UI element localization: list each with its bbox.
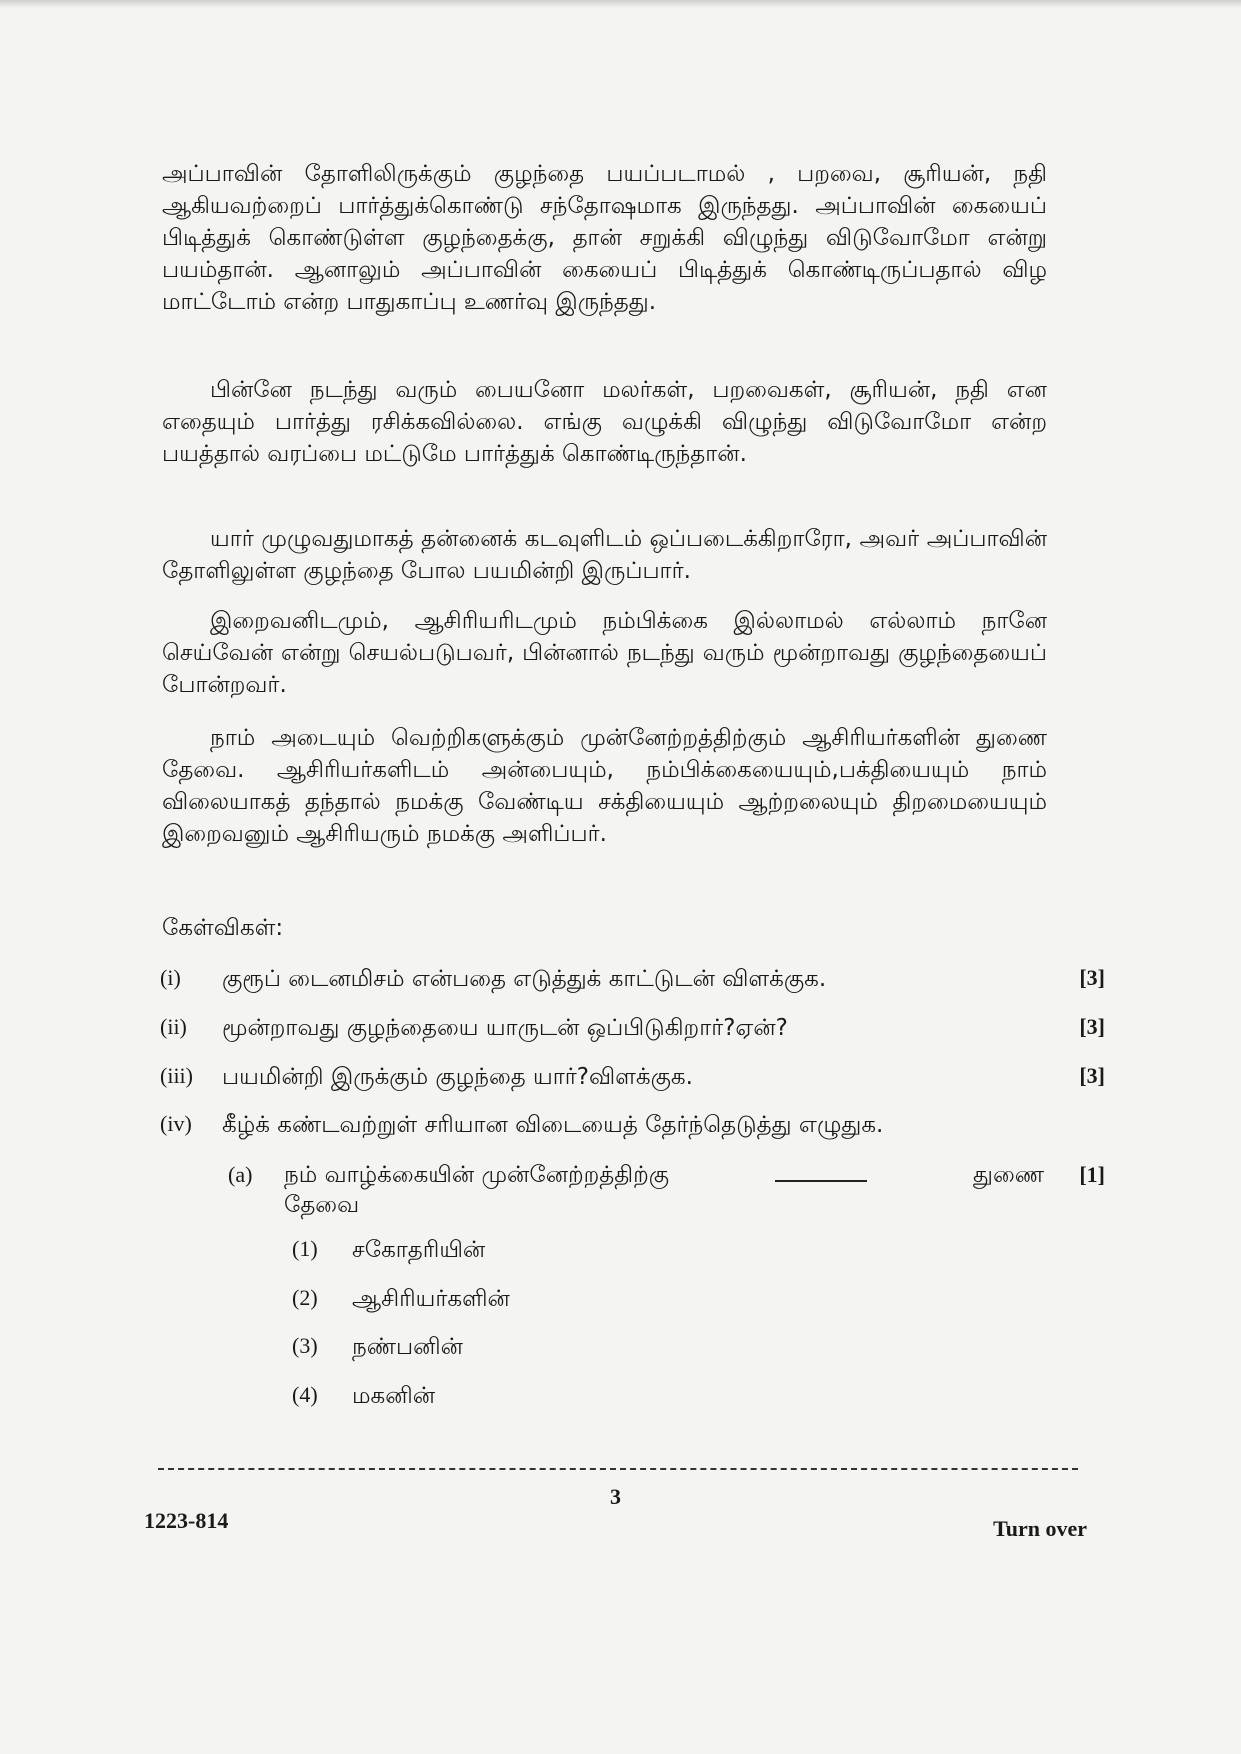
- question-marks: [3]: [1079, 1014, 1105, 1039]
- option-text: சகோதரியின்: [352, 1237, 486, 1263]
- questions-heading: கேள்விகள்:: [162, 915, 284, 941]
- passage-paragraph-3: யார் முழுவதுமாகத் தன்னைக் கடவுளிடம் ஒப்படைக்கிறாரோ, அவர் அப்பாவின் தோளிலுள்ள குழந்தை போல பயமின்றி இருப்பார்.: [162, 526, 1047, 584]
- question-row: [160, 963, 1105, 997]
- question-row: [160, 1109, 1105, 1143]
- option-number: (1): [292, 1236, 318, 1261]
- option-text: மகனின்: [352, 1383, 436, 1409]
- sub-question-text-after: துணை: [973, 1162, 1044, 1188]
- scan-edge: [0, 0, 1241, 8]
- question-row: [160, 1012, 1105, 1046]
- page-number: 3: [610, 1484, 621, 1509]
- option-text: நண்பனின்: [352, 1334, 463, 1360]
- passage-paragraph-5: நாம் அடையும் வெற்றிகளுக்கும் முன்னேற்றத்திற்கும் ஆசிரியர்களின் துணை தேவை. ஆசிரியர்களிடம் அன்பையும், நம்பிக்கையையும்,பக்தியையும் நாம் விலையாகத் தந்தால் நமக்கு வேண்டிய சக்தியையும் ஆற்றலையும் திறமையையும் இறைவனும் ஆசிரியரும் நமக்கு அளிப்பர்.: [162, 725, 1047, 847]
- sub-question-text: [284, 1160, 1044, 1220]
- question-marks: [3]: [1079, 1063, 1105, 1088]
- sub-question-letter: (a): [228, 1162, 253, 1187]
- question-text: மூன்றாவது குழந்தையை யாருடன் ஒப்பிடுகிறார்?ஏன்?: [222, 1015, 788, 1041]
- passage-paragraph-2: பின்னே நடந்து வரும் பையனோ மலர்கள், பறவைகள், சூரியன், நதி என எதையும் பார்த்து ரசிக்கவில்லை. எங்கு வழுக்கி விழுந்து விடுவோமோ என்ற பயத்தால் வரப்பை மட்டுமே பார்த்துக் கொண்டிருந்தான்.: [162, 377, 1047, 467]
- passage-paragraph-4: இறைவனிடமும், ஆசிரியரிடமும் நம்பிக்கை இல்லாமல் எல்லாம் நானே செய்வேன் என்று செயல்படுபவர், பின்னால் நடந்து வரும் மூன்றாவது குழந்தையைப் போன்றவர்.: [162, 608, 1047, 698]
- option-text: ஆசிரியர்களின்: [352, 1286, 510, 1312]
- question-number: (iv): [160, 1111, 192, 1136]
- paper-code: 1223-814: [144, 1508, 229, 1533]
- sub-question-marks: [1]: [1079, 1162, 1105, 1187]
- question-text: கீழ்க் கண்டவற்றுள் சரியான விடையைத் தேர்ந்தெடுத்து எழுதுக.: [222, 1112, 884, 1138]
- footer-divider: [158, 1468, 1078, 1470]
- passage-paragraph-1: அப்பாவின் தோளிலிருக்கும் குழந்தை பயப்படாமல் , பறவை, சூரியன், நதி ஆகியவற்றைப் பார்த்துக்கொண்டு சந்தோஷமாக இருந்தது. அப்பாவின் கையைப் பிடித்துக் கொண்டுள்ள குழந்தைக்கு, தான் சறுக்கி விழுந்து விடுவோமோ என்று பயம்தான். ஆனாலும் அப்பாவின் கையைப் பிடித்துக் கொண்டிருப்பதால் விழ மாட்டோம் என்ற பாதுகாப்பு உணர்வு இருந்தது.: [162, 161, 1047, 315]
- option-number: (3): [292, 1333, 318, 1358]
- answer-blank: [775, 1160, 867, 1182]
- option-number: (4): [292, 1382, 318, 1407]
- question-row: [160, 1061, 1105, 1095]
- sub-question-text-line2: தேவை: [284, 1192, 360, 1218]
- question-text: பயமின்றி இருக்கும் குழந்தை யார்?விளக்குக.: [222, 1064, 693, 1090]
- question-number: (i): [160, 965, 181, 990]
- question-marks: [3]: [1079, 965, 1105, 990]
- question-number: (iii): [160, 1063, 193, 1088]
- question-number: (ii): [160, 1014, 187, 1039]
- turn-over-label: Turn over: [993, 1516, 1087, 1541]
- sub-question-text-before: நம் வாழ்க்கையின் முன்னேற்றத்திற்கு: [284, 1162, 670, 1188]
- question-text: குரூப் டைனமிசம் என்பதை எடுத்துக் காட்டுடன் விளக்குக.: [222, 966, 827, 992]
- option-number: (2): [292, 1285, 318, 1310]
